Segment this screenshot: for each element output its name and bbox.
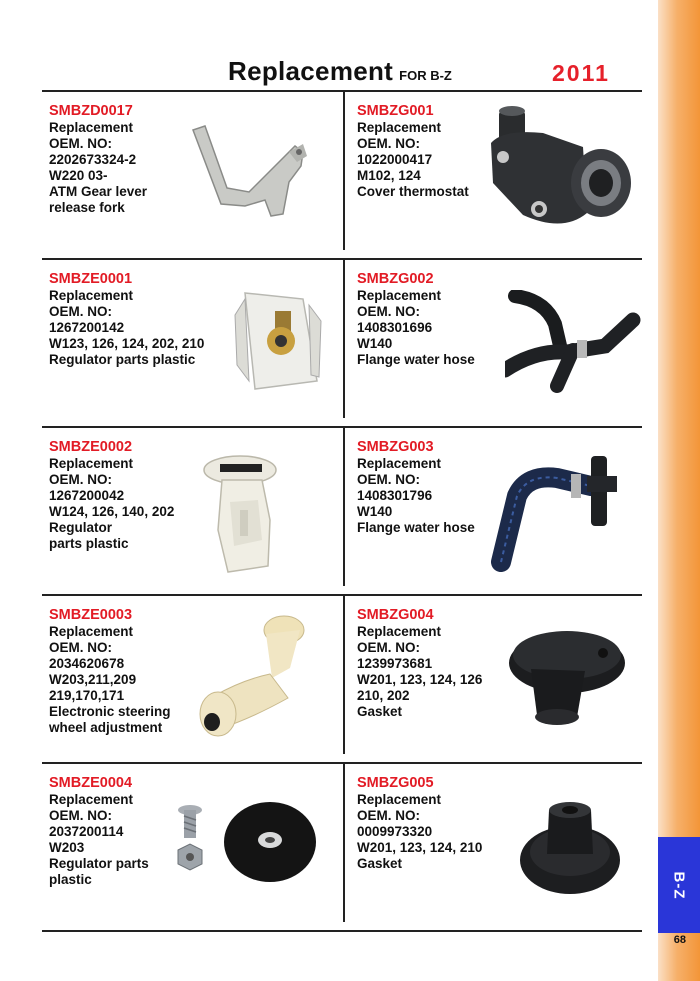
regulator-plastic-icon	[200, 450, 290, 575]
product-code: SMBZG001	[357, 103, 434, 119]
product-code: SMBZE0003	[49, 607, 133, 623]
page-title: Replacement	[228, 56, 394, 86]
divider	[42, 930, 642, 932]
product-details: Replacement OEM. NO: 1239973681 W201, 123, 124, 126 210, 202 Gasket	[357, 624, 483, 719]
column-divider	[343, 764, 345, 922]
page-header	[228, 56, 452, 87]
product-code: SMBZE0001	[49, 271, 133, 287]
regulator-clip-icon	[225, 285, 325, 395]
braided-hose-icon	[487, 450, 627, 575]
column-divider	[343, 260, 345, 418]
product-details: Replacement OEM. NO: 2037200114 W203 Regulator parts plastic	[49, 792, 149, 887]
product-details: Replacement OEM. NO: 1408301796 W140 Flange water hose	[357, 456, 475, 535]
product-details: Replacement OEM. NO: 2202673324-2 W220 03- ATM Gear lever release fork	[49, 120, 148, 215]
page-number: 68	[673, 934, 686, 946]
divider	[42, 594, 642, 596]
gear-lever-fork-icon	[185, 122, 315, 222]
product-details: Replacement OEM. NO: 1267200142 W123, 126, 124, 202, 210 Regulator parts plastic	[49, 288, 205, 367]
water-hose-icon	[505, 290, 645, 400]
section-tab[interactable]: B-Z	[658, 837, 700, 933]
side-color-bar	[658, 0, 700, 981]
catalog-year: 2011	[552, 60, 610, 86]
gasket-cap-icon	[515, 790, 625, 900]
product-code: SMBZE0004	[49, 775, 133, 791]
product-code: SMBZG005	[357, 775, 434, 791]
divider	[42, 90, 642, 92]
screw-and-washer-icon	[168, 800, 328, 890]
product-details: Replacement OEM. NO: 0009973320 W201, 123, 124, 210 Gasket	[357, 792, 483, 871]
product-code: SMBZG003	[357, 439, 434, 455]
product-details: Replacement OEM. NO: 1267200042 W124, 126, 140, 202 Regulator parts plastic	[49, 456, 175, 551]
product-code: SMBZD0017	[49, 103, 133, 119]
divider	[42, 258, 642, 260]
column-divider	[343, 596, 345, 754]
product-code: SMBZE0002	[49, 439, 133, 455]
product-code: SMBZG002	[357, 271, 434, 287]
product-details: Replacement OEM. NO: 1022000417 M102, 124 Cover thermostat	[357, 120, 469, 199]
product-details: Replacement OEM. NO: 1408301696 W140 Flange water hose	[357, 288, 475, 367]
steering-adjuster-icon	[192, 608, 322, 748]
divider	[42, 762, 642, 764]
product-details: Replacement OEM. NO: 2034620678 W203,211,209 219,170,171 Electronic steering wheel adjustment	[49, 624, 171, 735]
thermostat-cover-icon	[483, 103, 633, 243]
gasket-flange-icon	[505, 625, 630, 730]
page-subtitle: FOR B-Z	[399, 68, 452, 83]
column-divider	[343, 92, 345, 250]
column-divider	[343, 428, 345, 586]
divider	[42, 426, 642, 428]
product-code: SMBZG004	[357, 607, 434, 623]
